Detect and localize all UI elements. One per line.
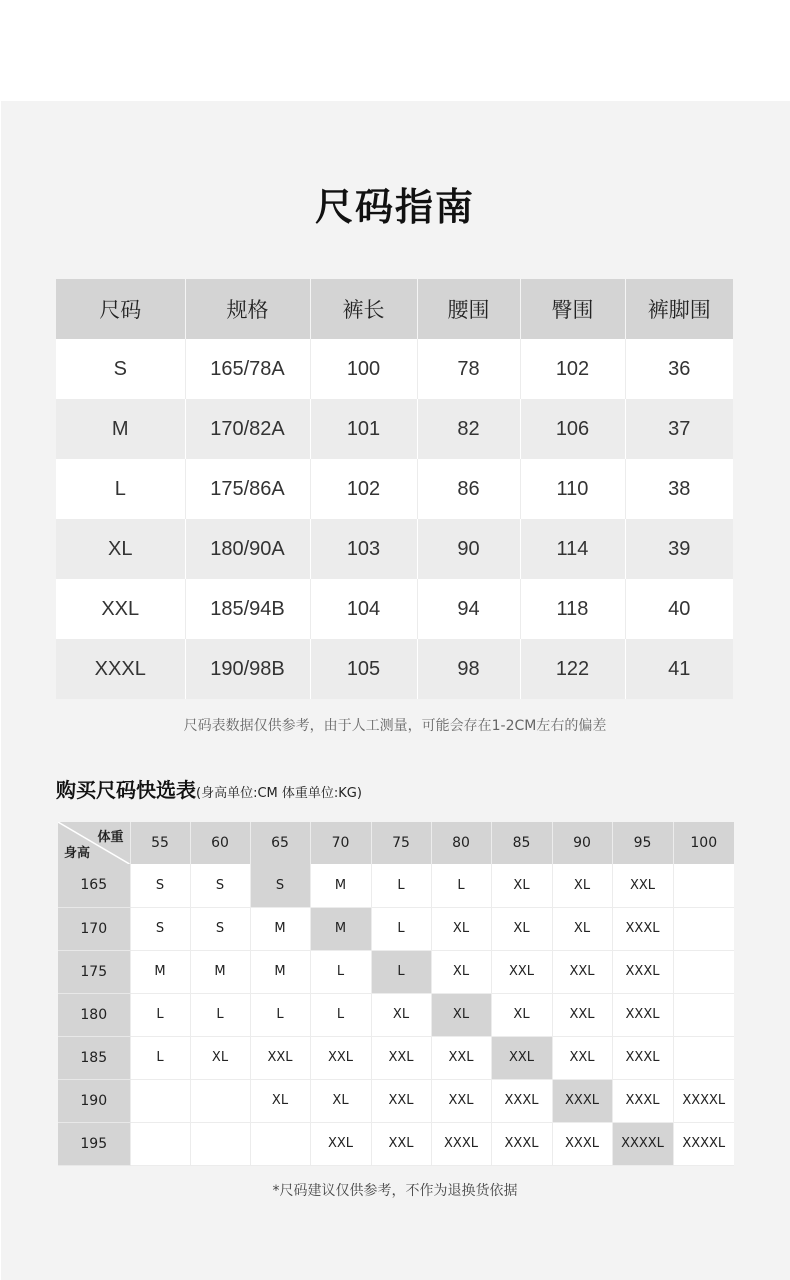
size-cell: XL (431, 907, 491, 950)
size-cell: 106 (520, 399, 625, 459)
weight-header: 90 (552, 822, 612, 864)
size-cell: M (130, 950, 190, 993)
size-cell: XXL (250, 1036, 310, 1079)
height-label: 185 (58, 1036, 130, 1079)
size-cell: XL (56, 519, 185, 579)
size-cell: L (371, 864, 431, 907)
size-cell: 110 (520, 459, 625, 519)
size-cell: L (130, 1036, 190, 1079)
size-cell: 105 (310, 639, 417, 699)
quick-table-header-row (58, 822, 734, 864)
size-cell: M (56, 399, 185, 459)
page-title: 尺码指南 (314, 185, 475, 229)
size-cell: XXL (431, 1079, 491, 1122)
size-cell: 41 (625, 639, 733, 699)
size-cell: 104 (310, 579, 417, 639)
size-cell: 82 (417, 399, 520, 459)
size-cell: XXL (552, 950, 612, 993)
size-cell: 114 (520, 519, 625, 579)
size-cell: 40 (625, 579, 733, 639)
size-cell: L (371, 907, 431, 950)
size-cell: XXXL (431, 1122, 491, 1165)
size-cell: 90 (417, 519, 520, 579)
size-cell: XL (250, 1079, 310, 1122)
weight-header: 65 (250, 822, 310, 864)
size-row (56, 339, 733, 399)
height-label: 180 (58, 993, 130, 1036)
quick-row (58, 1122, 734, 1165)
size-cell: XXL (371, 1122, 431, 1165)
weight-header: 75 (371, 822, 431, 864)
size-cell: XXXL (612, 993, 673, 1036)
recommended-size-cell: XL (431, 993, 491, 1036)
quick-row (58, 864, 734, 907)
weight-header: 55 (130, 822, 190, 864)
size-cell: XXXL (612, 1036, 673, 1079)
size-cell: L (310, 993, 371, 1036)
size-cell: S (56, 339, 185, 399)
size-cell: L (250, 993, 310, 1036)
size-row (56, 399, 733, 459)
size-cell (673, 907, 734, 950)
size-cell: 165/78A (185, 339, 310, 399)
height-label: 170 (58, 907, 130, 950)
weight-header: 60 (190, 822, 250, 864)
size-cell: XXXXL (673, 1122, 734, 1165)
size-cell: 94 (417, 579, 520, 639)
size-cell: 190/98B (185, 639, 310, 699)
corner-cell (58, 822, 130, 864)
size-cell: 39 (625, 519, 733, 579)
size-cell: M (190, 950, 250, 993)
height-label: 190 (58, 1079, 130, 1122)
recommended-size-cell: XXXL (552, 1079, 612, 1122)
header-spec: 规格 (185, 279, 310, 339)
quick-row (58, 1079, 734, 1122)
corner-height-label: 身高 (64, 846, 91, 861)
size-cell: XXXL (491, 1122, 552, 1165)
recommended-size-cell: S (250, 864, 310, 907)
size-cell: M (250, 907, 310, 950)
size-cell: S (190, 907, 250, 950)
weight-header: 100 (673, 822, 734, 864)
header-size: 尺码 (56, 279, 185, 339)
size-cell: XXL (552, 993, 612, 1036)
size-cell: 36 (625, 339, 733, 399)
size-cell: XL (431, 950, 491, 993)
header-pants-length: 裤长 (310, 279, 417, 339)
size-cell: 122 (520, 639, 625, 699)
size-cell: XL (491, 993, 552, 1036)
size-row (56, 519, 733, 579)
size-cell: M (250, 950, 310, 993)
size-cell: XXXL (612, 907, 673, 950)
size-cell (673, 993, 734, 1036)
size-cell: 180/90A (185, 519, 310, 579)
size-row (56, 459, 733, 519)
weight-header: 85 (491, 822, 552, 864)
header-leg-opening: 裤脚围 (625, 279, 733, 339)
size-cell: L (190, 993, 250, 1036)
size-cell: 170/82A (185, 399, 310, 459)
unit-note: (身高单位:CM 体重单位:KG) (196, 786, 362, 801)
size-cell: L (130, 993, 190, 1036)
size-cell: 37 (625, 399, 733, 459)
size-cell: L (431, 864, 491, 907)
weight-header: 70 (310, 822, 371, 864)
weight-header: 95 (612, 822, 673, 864)
quick-row (58, 950, 734, 993)
size-cell: 118 (520, 579, 625, 639)
size-cell: XL (190, 1036, 250, 1079)
size-cell: XXXL (491, 1079, 552, 1122)
recommended-size-cell: M (310, 907, 371, 950)
size-cell: XL (310, 1079, 371, 1122)
quick-row (58, 1036, 734, 1079)
quick-row (58, 907, 734, 950)
quick-select-title-text: 购买尺码快选表 (56, 778, 196, 802)
recommended-size-cell: L (371, 950, 431, 993)
size-cell (190, 1122, 250, 1165)
size-cell: XXL (310, 1122, 371, 1165)
size-cell (673, 1036, 734, 1079)
size-table-note: 尺码表数据仅供参考，由于人工测量，可能会存在1-2CM左右的偏差 (183, 718, 607, 734)
size-cell: XL (491, 864, 552, 907)
size-cell: 86 (417, 459, 520, 519)
size-cell (673, 950, 734, 993)
header-waist: 腰围 (417, 279, 520, 339)
size-cell: XXXL (612, 950, 673, 993)
footnote: *尺码建议仅供参考，不作为退换货依据 (272, 1183, 518, 1199)
size-cell: 175/86A (185, 459, 310, 519)
size-cell: 100 (310, 339, 417, 399)
size-cell: S (130, 864, 190, 907)
size-cell (190, 1079, 250, 1122)
size-cell: L (310, 950, 371, 993)
size-cell: 102 (520, 339, 625, 399)
size-cell: XL (491, 907, 552, 950)
height-label: 195 (58, 1122, 130, 1165)
size-cell: XXXL (56, 639, 185, 699)
size-cell: S (130, 907, 190, 950)
size-cell: XXXL (612, 1079, 673, 1122)
size-cell: 103 (310, 519, 417, 579)
size-cell: 98 (417, 639, 520, 699)
size-cell: 78 (417, 339, 520, 399)
size-cell: 101 (310, 399, 417, 459)
size-chart-table (56, 279, 733, 699)
quick-select-table (58, 822, 734, 1166)
size-cell: XXL (56, 579, 185, 639)
size-cell: XXXXL (673, 1079, 734, 1122)
size-cell: 38 (625, 459, 733, 519)
size-cell (130, 1079, 190, 1122)
header-hip: 臀围 (520, 279, 625, 339)
size-cell: XL (552, 864, 612, 907)
size-cell: 185/94B (185, 579, 310, 639)
size-row (56, 639, 733, 699)
size-cell: S (190, 864, 250, 907)
size-cell: XXL (431, 1036, 491, 1079)
size-cell (130, 1122, 190, 1165)
size-row (56, 579, 733, 639)
size-cell: XL (371, 993, 431, 1036)
recommended-size-cell: XXXXL (612, 1122, 673, 1165)
size-cell: XXL (491, 950, 552, 993)
size-cell: XXXL (552, 1122, 612, 1165)
size-cell: XXL (310, 1036, 371, 1079)
quick-select-title (56, 774, 362, 803)
size-cell (673, 864, 734, 907)
height-label: 175 (58, 950, 130, 993)
size-cell: XXL (552, 1036, 612, 1079)
size-table-header-row (56, 279, 733, 339)
recommended-size-cell: XXL (491, 1036, 552, 1079)
size-cell: XXL (371, 1079, 431, 1122)
size-cell: XXL (612, 864, 673, 907)
size-cell: M (310, 864, 371, 907)
quick-row (58, 993, 734, 1036)
size-cell (250, 1122, 310, 1165)
size-cell: 102 (310, 459, 417, 519)
size-cell: XL (552, 907, 612, 950)
size-cell: L (56, 459, 185, 519)
height-label: 165 (58, 864, 130, 907)
weight-header: 80 (431, 822, 491, 864)
corner-weight-label: 体重 (97, 830, 124, 845)
size-cell: XXL (371, 1036, 431, 1079)
